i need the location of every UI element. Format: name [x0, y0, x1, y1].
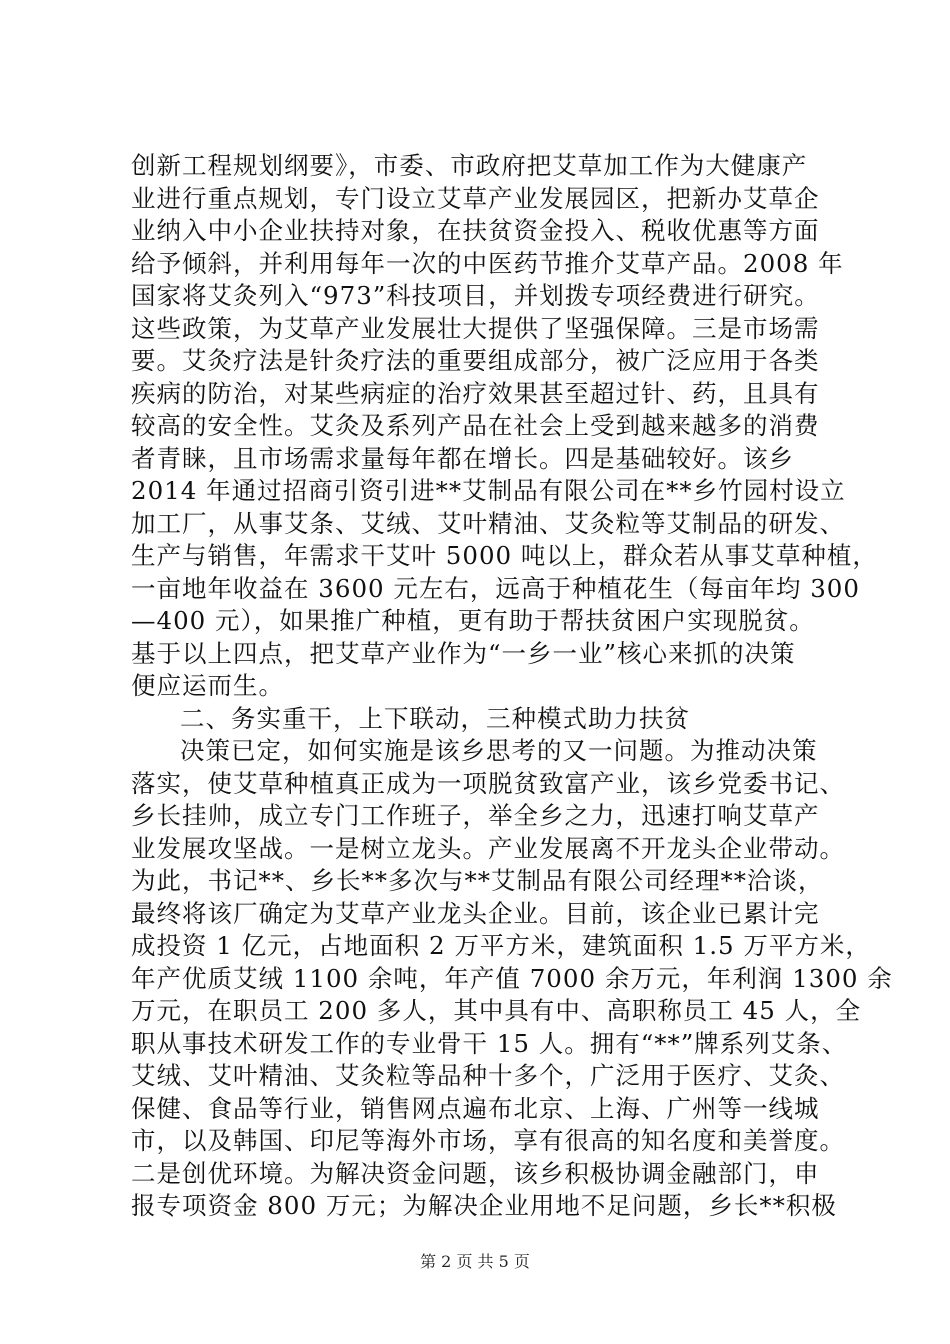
text-line: 疾病的防治，对某些病症的治疗效果甚至超过针、药，且具有 — [131, 378, 820, 408]
text-line: 加工厂，从事艾条、艾绒、艾叶精油、艾灸粒等艾制品的研发、 — [131, 508, 845, 538]
text-line: 较高的安全性。艾灸及系列产品在社会上受到越来越多的消费 — [131, 411, 820, 440]
text-line: 职从事技术研发工作的专业骨干 15 人。拥有“**”牌系列艾条、 — [131, 1028, 848, 1058]
text-line: 基于以上四点，把艾草产业作为“一乡一业”核心来抓的决策 — [131, 638, 796, 668]
paragraph-first-line: 决策已定，如何实施是该乡思考的又一问题。为推动决策 — [180, 736, 818, 765]
text-line: 年产优质艾绒 1100 余吨，年产值 7000 余万元，年利润 1300 余 — [131, 963, 893, 993]
text-line: 报专项资金 800 万元；为解决企业用地不足问题，乡长**积极 — [131, 1191, 837, 1220]
text-line: 万元，在职员工 200 多人，其中具有中、高职称员工 45 人，全 — [131, 996, 862, 1025]
text-line: 要。艾灸疗法是针灸疗法的重要组成部分，被广泛应用于各类 — [131, 346, 820, 375]
text-line: 便应运而生。 — [131, 671, 284, 700]
text-line: 乡长挂帅，成立专门工作班子，举全乡之力，迅速打响艾草产 — [131, 801, 820, 830]
text-line: 2014 年通过招商引资引进**艾制品有限公司在**乡竹园村设立 — [131, 476, 846, 505]
text-line: 国家将艾灸列入“973”科技项目，并划拨专项经费进行研究。 — [131, 281, 820, 310]
body-text — [131, 150, 893, 1223]
text-line: 保健、食品等行业，销售网点遍布北京、上海、广州等一线城 — [131, 1093, 820, 1123]
text-line: 业发展攻坚战。一是树立龙头。产业发展离不开龙头企业带动。 — [131, 833, 845, 863]
text-line: 创新工程规划纲要》，市委、市政府把艾草加工作为大健康产 — [131, 151, 808, 180]
text-line: 二是创优环境。为解决资金问题，该乡积极协调金融部门，申 — [131, 1158, 820, 1188]
text-line: 成投资 1 亿元，占地面积 2 万平方米，建筑面积 1.5 万平方米， — [131, 931, 871, 960]
text-line: 市，以及韩国、印尼等海外市场，享有很高的知名度和美誉度。 — [131, 1126, 845, 1155]
text-line: 业进行重点规划，专门设立艾草产业发展园区，把新办艾草企 — [131, 183, 820, 213]
text-line: 艾绒、艾叶精油、艾灸粒等品种十多个，广泛用于医疗、艾灸、 — [131, 1061, 845, 1090]
text-line: 给予倾斜，并利用每年一次的中医药节推介艾草产品。2008 年 — [131, 248, 844, 278]
text-line: 最终将该厂确定为艾草产业龙头企业。目前，该企业已累计完 — [131, 898, 820, 928]
text-line: 这些政策，为艾草产业发展壮大提供了坚强保障。三是市场需 — [131, 313, 820, 343]
text-line: 业纳入中小企业扶持对象，在扶贫资金投入、税收优惠等方面 — [131, 216, 820, 245]
text-line: —400 元），如果推广种植，更有助于帮扶贫困户实现脱贫。 — [131, 606, 815, 635]
text-line: 生产与销售，年需求干艾叶 5000 吨以上，群众若从事艾草种植， — [131, 541, 878, 570]
text-line: 者青睐，且市场需求量每年都在增长。四是基础较好。该乡 — [131, 443, 794, 473]
section-heading: 二、务实重干，上下联动，三种模式助力扶贫 — [180, 703, 690, 733]
text-line: 为此，书记**、乡长**多次与**艾制品有限公司经理**洽谈， — [131, 866, 824, 895]
page-number: 第 2 页 共 5 页 — [420, 1252, 530, 1271]
text-line: 落实，使艾草种植真正成为一项脱贫致富产业，该乡党委书记、 — [131, 768, 845, 798]
text-line: 一亩地年收益在 3600 元左右，远高于种植花生（每亩年均 300 — [131, 573, 860, 603]
